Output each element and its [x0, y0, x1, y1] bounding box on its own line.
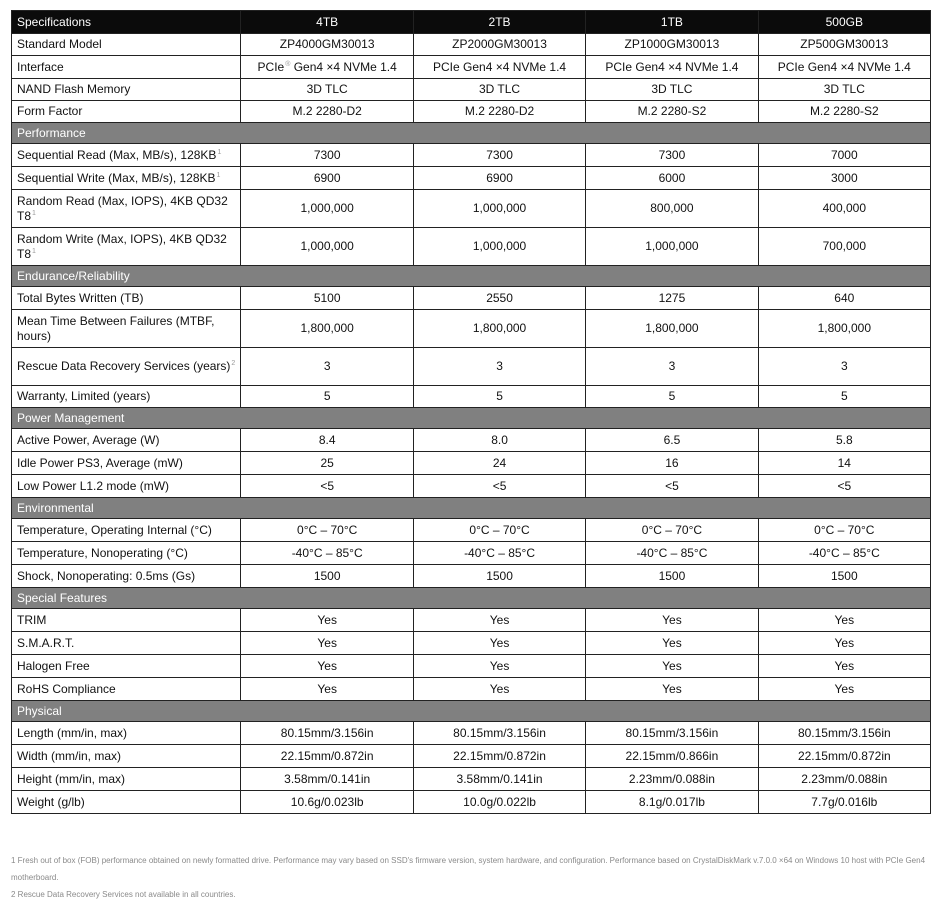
value-cell: Yes [586, 632, 758, 655]
value-cell: Yes [758, 655, 930, 678]
value-cell: 1500 [241, 565, 413, 588]
value-cell: 1,800,000 [413, 310, 585, 348]
row-label-cell [12, 310, 241, 348]
value-cell: -40°C – 85°C [758, 542, 930, 565]
value-cell: Yes [241, 609, 413, 632]
value-cell: 2.23mm/0.088in [586, 768, 758, 791]
value-cell: 6.5 [586, 429, 758, 452]
footnote-marker: 1 [216, 171, 221, 179]
value-cell: 10.0g/0.022lb [413, 791, 585, 814]
value-cell: 3 [241, 348, 413, 386]
spec-sheet [11, 10, 931, 814]
table-row [12, 144, 931, 167]
section-header-row [12, 266, 931, 287]
section-title: Power Management [12, 408, 931, 429]
row-label: Sequential Write (Max, MB/s), 128KB [17, 170, 216, 185]
value-cell: 2.23mm/0.088in [758, 768, 930, 791]
row-label-cell [12, 287, 241, 310]
value-cell: PCIe Gen4 ×4 NVMe 1.4 [758, 56, 930, 79]
value-cell: 6900 [241, 167, 413, 190]
section-title: Physical [12, 701, 931, 722]
row-label-cell [12, 475, 241, 498]
value-cell: 2550 [413, 287, 585, 310]
table-row [12, 228, 931, 266]
row-label: Weight (g/lb) [17, 794, 85, 809]
value-cell: <5 [758, 475, 930, 498]
section-header-row [12, 408, 931, 429]
table-row [12, 475, 931, 498]
table-row [12, 745, 931, 768]
footnote-1: 1 Fresh out of box (FOB) performance obtained on newly formatted drive. Performance may vary based on SSD's firmware version, system hardware, and configuration. Performance based on CrystalDiskMark v.7.0.0 ×64 on Windows 10 host with PCIe Gen4 motherboard. [11, 856, 926, 882]
value-cell: 0°C – 70°C [758, 519, 930, 542]
footnotes [11, 852, 931, 903]
header-cell-4tb: 4TB [241, 11, 413, 34]
header-cell-2tb: 2TB [413, 11, 585, 34]
value-cell: 24 [413, 452, 585, 475]
row-label: TRIM [17, 612, 47, 627]
registered-mark: ® [285, 60, 291, 68]
row-label: Warranty, Limited (years) [17, 389, 151, 403]
value-cell: Yes [586, 678, 758, 701]
value-cell: M.2 2280-S2 [758, 101, 930, 123]
value-cell: Yes [413, 655, 585, 678]
value-cell: 8.4 [241, 429, 413, 452]
row-label-cell [12, 167, 241, 190]
section-header-row [12, 701, 931, 722]
section-header-row [12, 588, 931, 609]
row-label-cell [12, 565, 241, 588]
row-label: Interface [17, 59, 64, 74]
row-label-cell [12, 452, 241, 475]
footnote-marker: 1 [32, 247, 36, 255]
value-cell: M.2 2280-D2 [413, 101, 585, 123]
row-label: Total Bytes Written (TB) [17, 290, 144, 305]
row-label: Width (mm/in, max) [17, 748, 122, 763]
table-row [12, 348, 931, 386]
value-cell: 80.15mm/3.156in [758, 722, 930, 745]
value-cell: 80.15mm/3.156in [586, 722, 758, 745]
value-cell: <5 [241, 475, 413, 498]
value-cell: 1275 [586, 287, 758, 310]
row-label-cell [12, 519, 241, 542]
value-cell: Yes [413, 609, 585, 632]
row-label-cell [12, 678, 241, 701]
section-header-row [12, 498, 931, 519]
row-label: Temperature, Operating Internal (°C) [17, 522, 212, 537]
table-row [12, 429, 931, 452]
value-cell: Yes [413, 678, 585, 701]
row-label-cell [12, 101, 241, 123]
table-row [12, 722, 931, 745]
value-cell: 1,000,000 [241, 228, 413, 266]
value-cell: Yes [586, 655, 758, 678]
value-cell: 1500 [586, 565, 758, 588]
value-cell: 3000 [758, 167, 930, 190]
row-label: Standard Model [17, 37, 102, 51]
spec-table [11, 10, 931, 814]
table-row [12, 542, 931, 565]
row-label-cell [12, 79, 241, 101]
value-cell: 22.15mm/0.872in [241, 745, 413, 768]
value-cell: 1,000,000 [413, 190, 585, 228]
table-row [12, 190, 931, 228]
value-cell: ZP1000GM30013 [586, 34, 758, 56]
value-cell: 6900 [413, 167, 585, 190]
value-cell: M.2 2280-D2 [241, 101, 413, 123]
value-cell: M.2 2280-S2 [586, 101, 758, 123]
value-cell: 3.58mm/0.141in [241, 768, 413, 791]
value-cell: ZP500GM30013 [758, 34, 930, 56]
row-label-cell [12, 791, 241, 814]
row-label: Halogen Free [17, 658, 90, 673]
row-label: Random Read (Max, IOPS), 4KB QD32 T8 [17, 193, 228, 223]
value-cell: 22.15mm/0.872in [758, 745, 930, 768]
value-cell: 3.58mm/0.141in [413, 768, 585, 791]
value-cell: 0°C – 70°C [413, 519, 585, 542]
table-row [12, 167, 931, 190]
value-cell: 3 [413, 348, 585, 386]
value-cell: ZP4000GM30013 [241, 34, 413, 56]
value-cell: 14 [758, 452, 930, 475]
table-row [12, 791, 931, 814]
value-cell: Yes [758, 609, 930, 632]
value-cell: 5 [241, 386, 413, 408]
value-cell: 5 [758, 386, 930, 408]
row-label-cell [12, 190, 241, 228]
cell-value-suffix: Gen4 ×4 NVMe 1.4 [290, 59, 397, 74]
value-cell: 8.0 [413, 429, 585, 452]
section-header-row [12, 123, 931, 144]
row-label-cell [12, 144, 241, 167]
value-cell: 5 [586, 386, 758, 408]
table-row [12, 287, 931, 310]
row-label-cell [12, 609, 241, 632]
value-cell: 6000 [586, 167, 758, 190]
header-cell-500gb: 500GB [758, 11, 930, 34]
row-label: NAND Flash Memory [17, 82, 131, 96]
table-row [12, 655, 931, 678]
row-label-cell [12, 632, 241, 655]
row-label-cell [12, 56, 241, 79]
cell-value-prefix: PCIe [257, 59, 285, 74]
table-row [12, 519, 931, 542]
value-cell: 3D TLC [586, 79, 758, 101]
row-label: Mean Time Between Failures (MTBF, hours) [17, 313, 215, 343]
value-cell: <5 [413, 475, 585, 498]
row-label-cell [12, 386, 241, 408]
section-title: Performance [12, 123, 931, 144]
section-title: Special Features [12, 588, 931, 609]
value-cell: 0°C – 70°C [586, 519, 758, 542]
row-label-cell [12, 429, 241, 452]
value-cell: Yes [241, 632, 413, 655]
value-cell: -40°C – 85°C [413, 542, 585, 565]
value-cell: 25 [241, 452, 413, 475]
table-row [12, 386, 931, 408]
value-cell: 7300 [586, 144, 758, 167]
value-cell: 400,000 [758, 190, 930, 228]
value-cell: 3D TLC [241, 79, 413, 101]
value-cell: 1,800,000 [758, 310, 930, 348]
value-cell: 80.15mm/3.156in [413, 722, 585, 745]
value-cell: 1,800,000 [241, 310, 413, 348]
row-label: Rescue Data Recovery Services (years) [17, 359, 231, 373]
value-cell: Yes [586, 609, 758, 632]
row-label-cell [12, 348, 241, 386]
footnote-marker: 1 [32, 209, 36, 217]
value-cell: 7.7g/0.016lb [758, 791, 930, 814]
row-label-cell [12, 722, 241, 745]
header-cell-1tb: 1TB [586, 11, 758, 34]
table-row [12, 609, 931, 632]
table-row [12, 768, 931, 791]
table-row [12, 678, 931, 701]
table-row [12, 101, 931, 123]
value-cell: 700,000 [758, 228, 930, 266]
value-cell: 7000 [758, 144, 930, 167]
value-cell: 5.8 [758, 429, 930, 452]
value-cell: 800,000 [586, 190, 758, 228]
table-row [12, 56, 931, 79]
row-label: Sequential Read (Max, MB/s), 128KB [17, 147, 217, 162]
row-label: Length (mm/in, max) [17, 725, 128, 740]
value-cell: Yes [758, 678, 930, 701]
value-cell: 3 [758, 348, 930, 386]
row-label-cell [12, 745, 241, 768]
row-label-cell [12, 34, 241, 56]
value-cell: 5 [413, 386, 585, 408]
table-row [12, 79, 931, 101]
value-cell: -40°C – 85°C [241, 542, 413, 565]
header-cell-specifications: Specifications [12, 11, 241, 34]
value-cell: Yes [758, 632, 930, 655]
row-label: Temperature, Nonoperating (°C) [17, 545, 188, 560]
row-label: Height (mm/in, max) [17, 771, 126, 786]
value-cell: 80.15mm/3.156in [241, 722, 413, 745]
row-label: Idle Power PS3, Average (mW) [17, 455, 183, 470]
value-cell: 1,000,000 [586, 228, 758, 266]
value-cell: 1500 [413, 565, 585, 588]
value-cell: 1,000,000 [241, 190, 413, 228]
value-cell: ZP2000GM30013 [413, 34, 585, 56]
footnote-2: 2 Rescue Data Recovery Services not available in all countries. [11, 890, 236, 899]
value-cell [241, 56, 413, 79]
value-cell: 0°C – 70°C [241, 519, 413, 542]
value-cell: 7300 [241, 144, 413, 167]
value-cell: 3 [586, 348, 758, 386]
value-cell: 1500 [758, 565, 930, 588]
row-label: Shock, Nonoperating: 0.5ms (Gs) [17, 568, 196, 583]
row-label-cell [12, 542, 241, 565]
row-label: RoHS Compliance [17, 681, 116, 696]
header-row [12, 11, 931, 34]
row-label-cell [12, 228, 241, 266]
value-cell: 8.1g/0.017lb [586, 791, 758, 814]
value-cell: 640 [758, 287, 930, 310]
value-cell: 1,000,000 [413, 228, 585, 266]
row-label-cell [12, 655, 241, 678]
row-label-cell [12, 768, 241, 791]
value-cell: 3D TLC [758, 79, 930, 101]
value-cell: PCIe Gen4 ×4 NVMe 1.4 [413, 56, 585, 79]
value-cell: Yes [241, 678, 413, 701]
section-title: Environmental [12, 498, 931, 519]
footnote-marker: 1 [217, 148, 222, 156]
value-cell: 7300 [413, 144, 585, 167]
row-label: Form Factor [17, 104, 83, 118]
row-label: Random Write (Max, IOPS), 4KB QD32 T8 [17, 231, 227, 261]
value-cell: 1,800,000 [586, 310, 758, 348]
value-cell: 5100 [241, 287, 413, 310]
value-cell: 16 [586, 452, 758, 475]
table-row [12, 310, 931, 348]
value-cell: PCIe Gen4 ×4 NVMe 1.4 [586, 56, 758, 79]
row-label: Active Power, Average (W) [17, 432, 160, 447]
value-cell: Yes [241, 655, 413, 678]
section-title: Endurance/Reliability [12, 266, 931, 287]
table-row [12, 34, 931, 56]
table-row [12, 452, 931, 475]
footnote-marker: 2 [231, 360, 236, 367]
value-cell: 3D TLC [413, 79, 585, 101]
table-row [12, 632, 931, 655]
row-label: Low Power L1.2 mode (mW) [17, 478, 170, 493]
value-cell: 10.6g/0.023lb [241, 791, 413, 814]
value-cell: <5 [586, 475, 758, 498]
row-label: S.M.A.R.T. [17, 635, 75, 650]
spec-table-body [12, 34, 931, 814]
value-cell: Yes [413, 632, 585, 655]
value-cell: 22.15mm/0.866in [586, 745, 758, 768]
table-row [12, 565, 931, 588]
value-cell: 22.15mm/0.872in [413, 745, 585, 768]
value-cell: -40°C – 85°C [586, 542, 758, 565]
